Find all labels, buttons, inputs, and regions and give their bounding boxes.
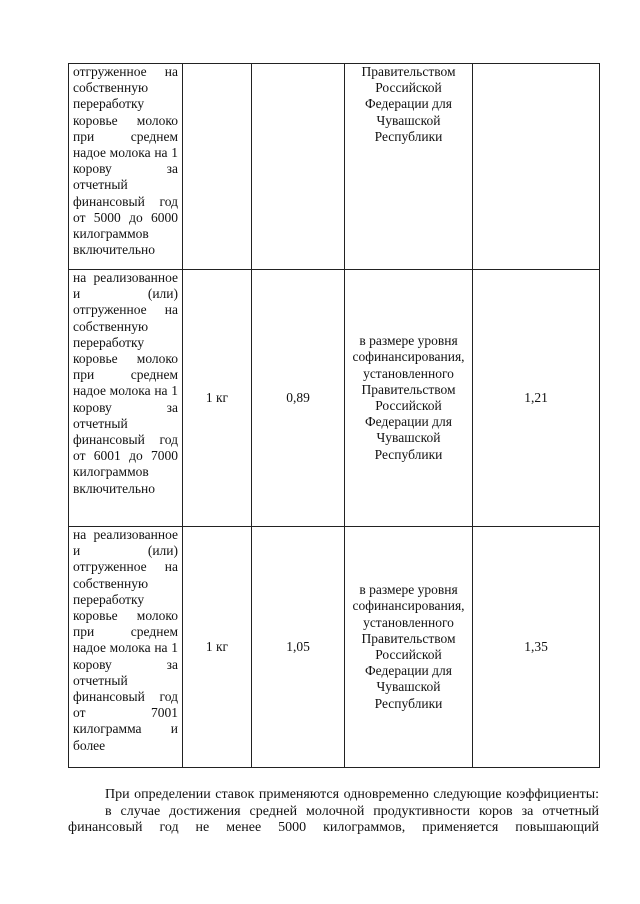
table-row	[69, 527, 600, 768]
row-description: на реализованное и (или) отгруженное на собственную переработку коровье молоко при среднем надое молока на 1 корову за отчетный финансовый год от 7001 килограмма и более	[69, 527, 183, 768]
coefficient-condition-line: финансовый год не менее 5000 килограммов, применяется повышающий	[68, 820, 599, 835]
row-unit: 1 кг	[183, 527, 252, 768]
rates-table	[68, 63, 600, 768]
coefficient-condition-line: в случае достижения средней молочной продуктивности коров за отчетный	[105, 804, 599, 819]
row-value	[473, 64, 600, 270]
table-row	[69, 64, 600, 270]
row-value: 1,35	[473, 527, 600, 768]
coefficients-intro: При определении ставок применяются одновременно следующие коэффициенты:	[105, 787, 599, 802]
row-basis: Правительством Российской Федерации для Чувашской Республики	[345, 64, 473, 270]
row-unit	[183, 64, 252, 270]
row-basis: в размере уровня софинансирования, установленного Правительством Российской Федерации для Чувашской Республики	[345, 270, 473, 527]
row-basis: в размере уровня софинансирования, установленного Правительством Российской Федерации для Чувашской Республики	[345, 527, 473, 768]
row-description: отгруженное на собственную переработку коровье молоко при среднем надое молока на 1 корову за отчетный финансовый год от 5000 до 6000 килограммов включительно	[69, 64, 183, 270]
row-rate: 1,05	[252, 527, 345, 768]
table-row	[69, 270, 600, 527]
row-rate	[252, 64, 345, 270]
row-rate: 0,89	[252, 270, 345, 527]
row-description: на реализованное и (или) отгруженное на собственную переработку коровье молоко при среднем надое молока на 1 корову за отчетный финансовый год от 6001 до 7000 килограммов включительно	[69, 270, 183, 527]
row-value: 1,21	[473, 270, 600, 527]
row-unit: 1 кг	[183, 270, 252, 527]
